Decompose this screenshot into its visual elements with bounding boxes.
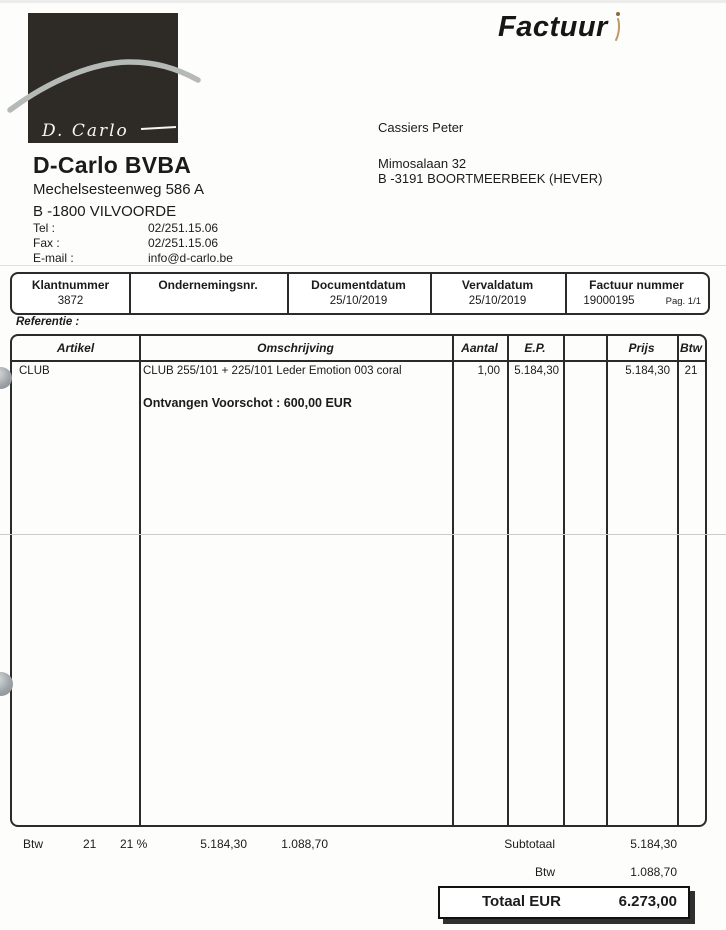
table-divider [507,336,509,825]
seller-email-value: info@d-carlo.be [148,251,233,265]
logo-signature-tail [141,127,176,129]
subtotal-value: 5.184,30 [630,837,677,851]
seller-tel-label: Tel : [33,221,56,235]
info-value-documentdatum: 25/10/2019 [329,295,388,307]
fold-line-top [0,265,726,266]
col-header-prijs: Prijs [628,341,655,355]
header-underline [12,360,705,362]
info-header-ondernemingsnr: Ondernemingsnr. [158,278,258,292]
cell-omschrijving: CLUB 255/101 + 225/101 Leder Emotion 003 coral [143,365,402,377]
logo-artwork [0,0,210,160]
info-header-documentdatum: Documentdatum [311,278,406,292]
seller-street: Mechelsesteenweg 586 A [33,181,204,198]
seller-city: B -1800 VILVOORDE [33,203,177,220]
document-title: Factuur [498,11,608,43]
seller-fax-value: 02/251.15.06 [148,236,219,250]
info-value-vervaldatum: 25/10/2019 [468,295,527,307]
grand-total-box [438,886,690,919]
btw-total-value: 1.088,70 [630,865,677,879]
col-header-artikel: Artikel [56,341,95,355]
info-value-klantnummer: 3872 [57,295,84,307]
table-divider [452,336,454,825]
cell-prijs: 5.184,30 [625,365,670,377]
cell-btw: 21 [684,365,698,377]
vat-summary-label: Btw [23,837,44,851]
line-items-table [10,334,707,827]
vat-base: 5.184,30 [200,837,247,851]
invoice-info-table [10,272,710,315]
col-header-ep: E.P. [524,341,546,355]
info-header-factuurnummer: Factuur nummer [589,278,684,292]
col-header-omschrijving: Omschrijving [257,341,334,355]
info-header-vervaldatum: Vervaldatum [461,278,534,292]
referentie-label: Referentie : [16,316,80,328]
cell-aantal: 1,00 [477,365,500,377]
col-header-btw: Btw [680,341,702,355]
btw-total-label: Btw [534,865,555,879]
advance-payment-note: Ontvangen Voorschot : 600,00 EUR [143,396,352,410]
seller-name: D-Carlo BVBA [33,152,192,178]
page-indicator: Pag. 1/1 [665,296,701,307]
cell-artikel: CLUB [19,365,50,377]
info-header-klantnummer: Klantnummer [31,278,110,292]
vat-amount: 1.088,70 [281,837,328,851]
logo-swoosh-icon [10,62,198,110]
grand-total-value: 6.273,00 [618,893,677,910]
cell-ep: 5.184,30 [514,365,559,377]
customer-street: Mimosalaan 32 [378,156,467,171]
seller-fax-label: Fax : [33,236,60,250]
vat-code: 21 [83,837,97,851]
fold-line-middle [0,534,726,535]
table-divider [563,336,565,825]
table-divider [139,336,141,825]
scan-artifact [612,10,628,44]
customer-city: B -3191 BOORTMEERBEEK (HEVER) [378,171,603,186]
seller-tel-value: 02/251.15.06 [148,221,219,235]
seller-email-label: E-mail : [33,251,74,265]
subtotal-label: Subtotaal [504,837,555,851]
grand-total-label: Totaal EUR [482,893,561,910]
customer-name: Cassiers Peter [378,120,464,135]
info-value-factuurnummer: 19000195 [583,295,635,307]
table-divider [677,336,679,825]
vat-rate: 21 % [120,837,148,851]
col-header-aantal: Aantal [461,341,498,355]
table-divider [606,336,608,825]
logo-signature: D. Carlo [42,121,129,141]
